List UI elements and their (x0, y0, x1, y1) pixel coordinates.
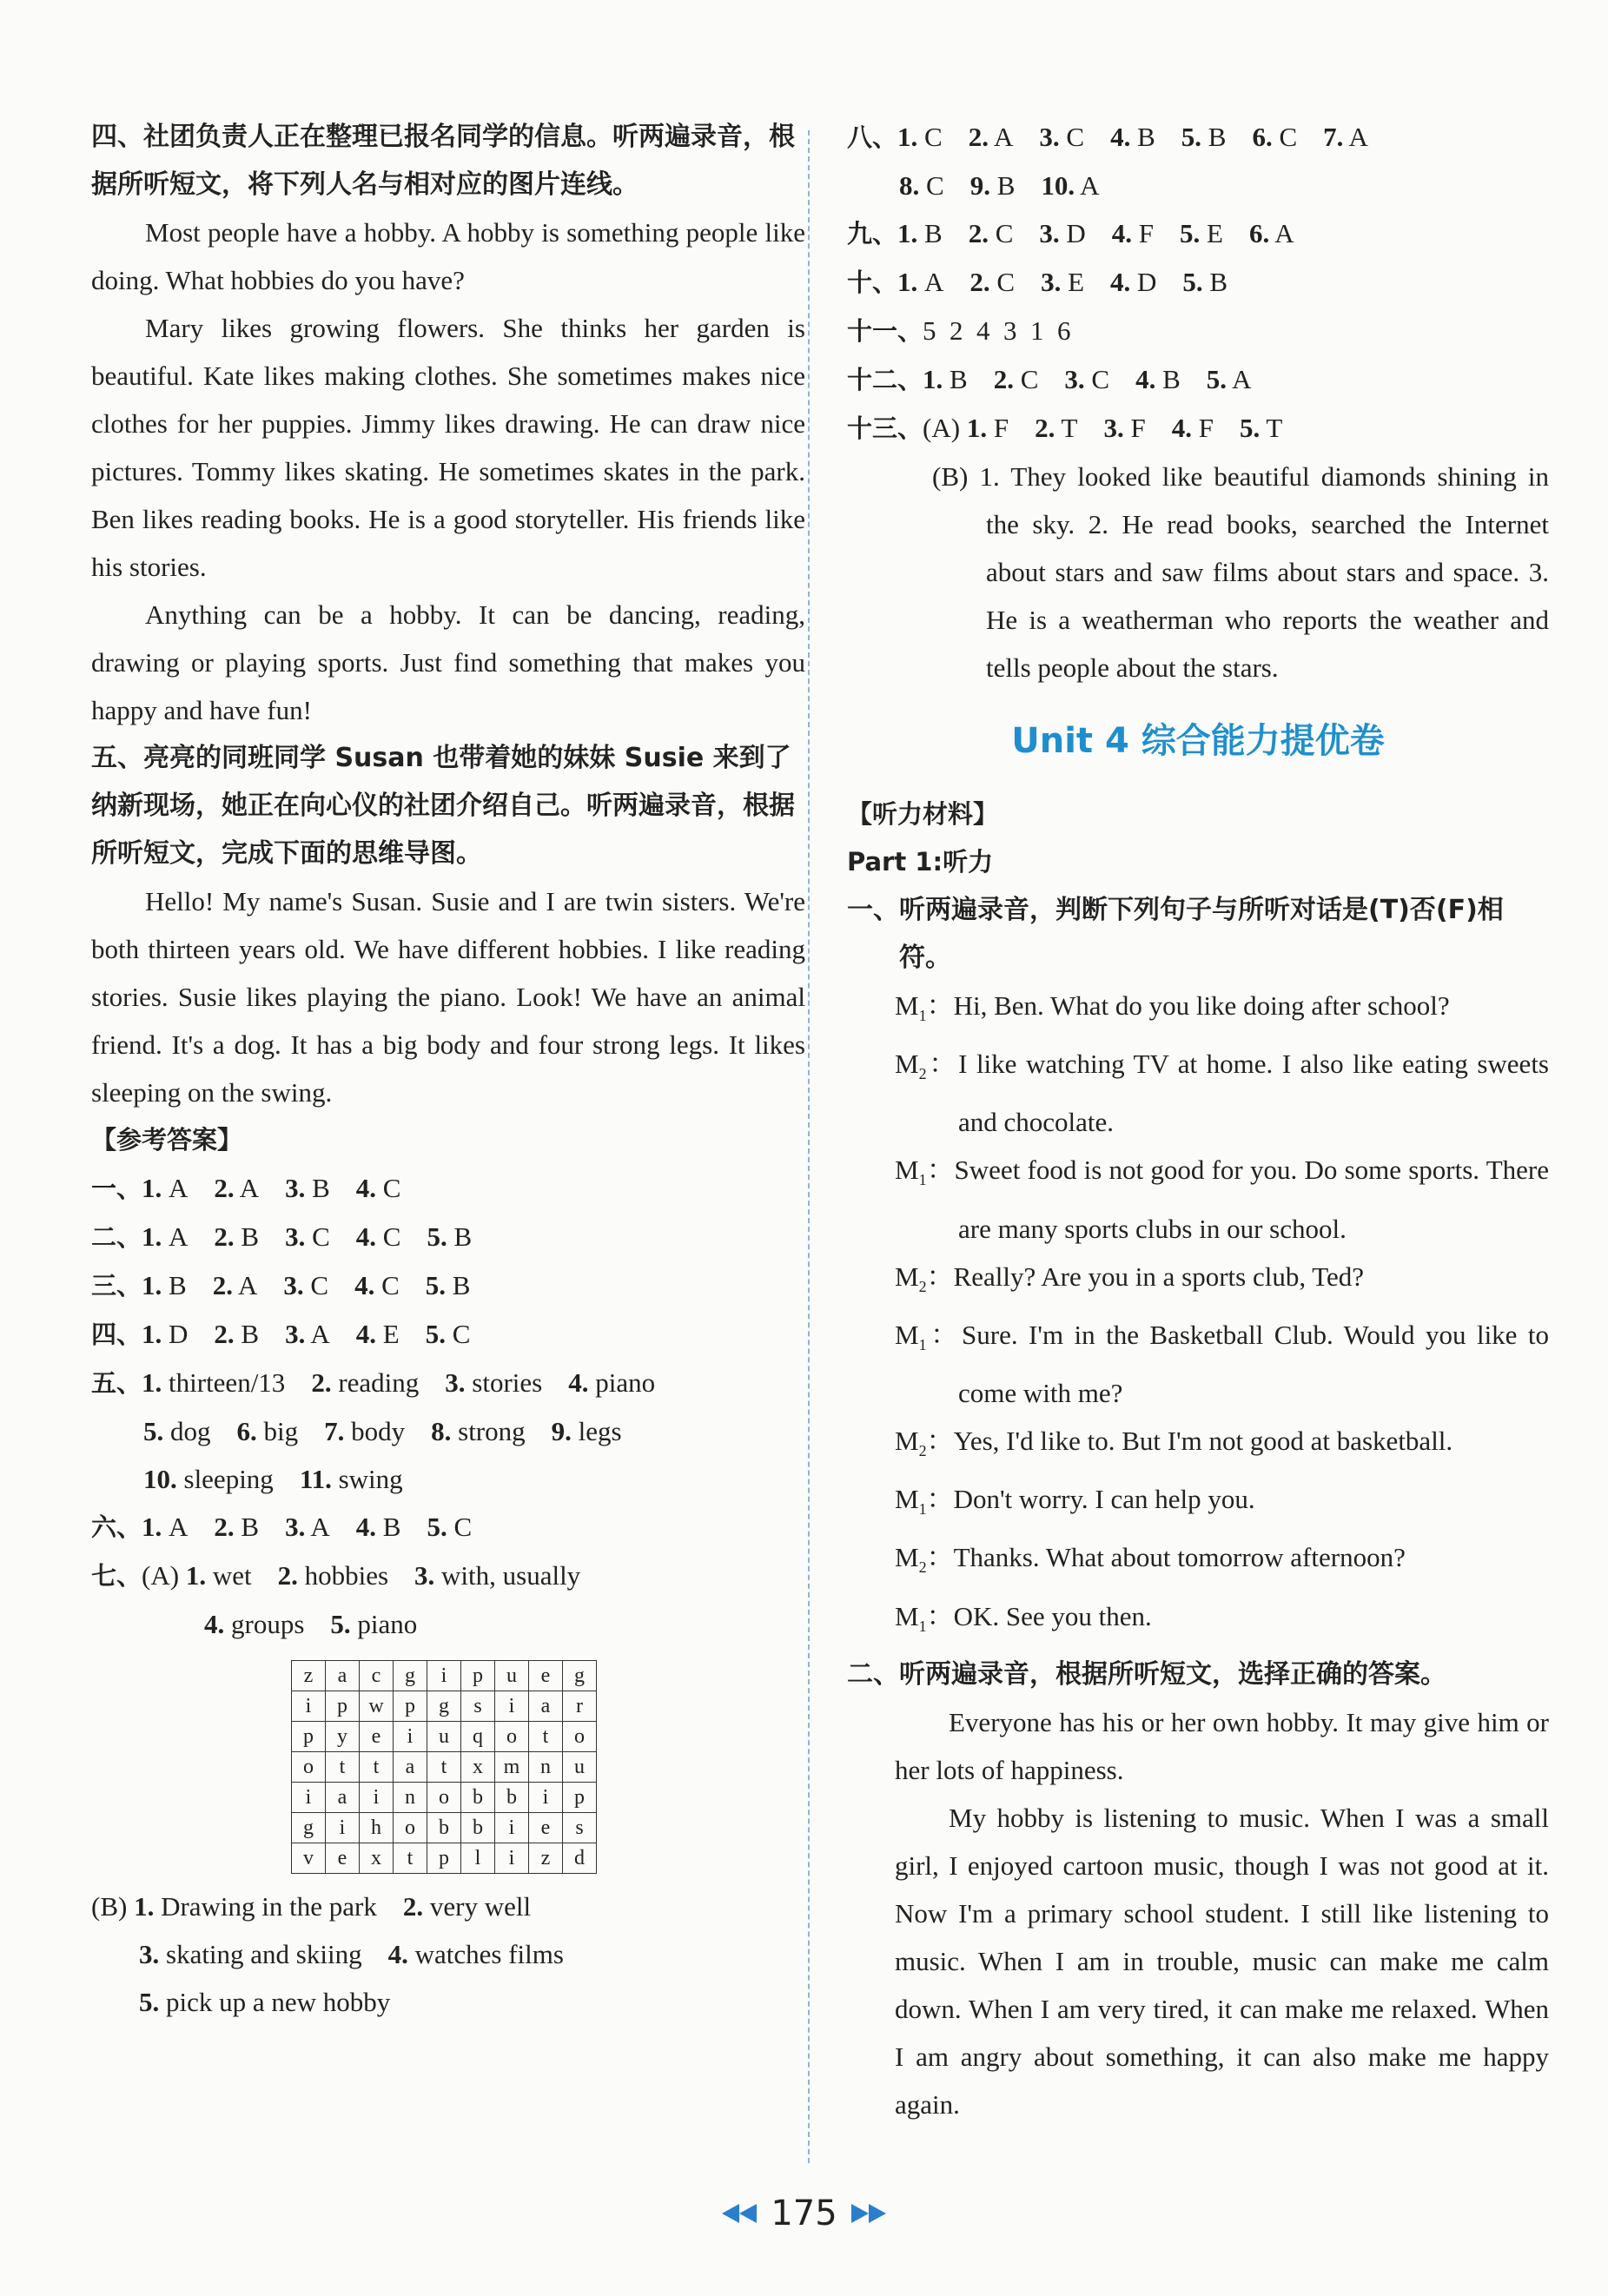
answer-row-13b: (B) 1. They looked like beautiful diamonds shining in the sky. 2. He read books, searched the Internet about stars and saw films about stars and space. 3. He is a weatherman who reports the weather and tells people about the stars. (932, 461, 1550, 683)
grid-cell: l (461, 1843, 495, 1874)
grid-row (292, 1783, 597, 1813)
grid-cell: t (326, 1752, 360, 1783)
grid-cell: w (360, 1691, 394, 1722)
grid-row (292, 1691, 597, 1722)
grid-cell: n (394, 1783, 427, 1813)
dialog-line: $M_2$：Yes, I'd like to. But I'm not good at basketball. (895, 1425, 1453, 1460)
answer-row-4: 四、1. D 2. B 3. A 4. E 5. C (91, 1319, 471, 1349)
grid-row (292, 1661, 597, 1691)
dialog (847, 982, 1549, 1651)
column-divider (808, 130, 810, 2163)
grid-cell: z (529, 1843, 563, 1874)
grid-cell: t (427, 1752, 461, 1783)
grid-cell: q (461, 1722, 495, 1752)
grid-cell: g (563, 1661, 597, 1691)
grid-cell: b (427, 1813, 461, 1843)
grid-cell: v (292, 1843, 326, 1874)
q4-paragraph-3: Anything can be a hobby. It can be dancing, reading, drawing or playing sports. Just find something that makes you happy and have fun! (91, 599, 805, 725)
q2-paragraph-1: Everyone has his or her own hobby. It may give him or her lots of happiness. (895, 1706, 1549, 1785)
grid-cell: i (360, 1783, 394, 1813)
grid-cell: i (495, 1813, 529, 1843)
grid-cell: x (360, 1843, 394, 1874)
grid-cell: i (394, 1722, 427, 1752)
dialog-line: $M_2$：Really? Are you in a sports club, Ted? (895, 1260, 1365, 1295)
grid-cell: o (495, 1722, 529, 1752)
grid-row (292, 1843, 597, 1874)
grid-cell: u (495, 1661, 529, 1691)
grid-cell: g (292, 1813, 326, 1843)
dialog-line: $M_1$：Sweet food is not good for you. Do some sports. There are many sports clubs in our school. (895, 1155, 1550, 1244)
grid-cell: p (563, 1783, 597, 1813)
grid-cell: p (326, 1691, 360, 1722)
word-search-grid (291, 1660, 597, 1874)
grid-cell: a (529, 1691, 563, 1722)
grid-cell: o (394, 1813, 427, 1843)
answer-row-10: 十、1. A 2. C 3. E 4. D 5. B (847, 267, 1228, 297)
grid-cell: h (360, 1813, 394, 1843)
answer-row-13a: 十三、(A) 1. F 2. T 3. F 4. F 5. T (847, 413, 1283, 443)
unit-title: Unit 4 综合能力提优卷 (1011, 721, 1385, 761)
grid-row (292, 1813, 597, 1843)
q4-title: 四、社团负责人正在整理已报名同学的信息。听两遍录音，根据所听短文，将下列人名与相对应的图片连线。 (91, 122, 795, 200)
grid-cell: u (563, 1752, 597, 1783)
grid-cell: x (461, 1752, 495, 1783)
answer-row-6: 六、1. A 2. B 3. A 4. B 5. C (91, 1512, 473, 1542)
grid-cell: o (563, 1722, 597, 1752)
grid-cell: s (563, 1813, 597, 1843)
answer-row-5-line-2: 5. dog 6. big 7. body 8. strong 9. legs (143, 1416, 622, 1446)
answer-row-1: 一、1. A 2. A 3. B 4. C (91, 1173, 401, 1203)
answers-heading: 【参考答案】 (91, 1125, 243, 1155)
q1-title: 一、听两遍录音，判断下列句子与所听对话是(T)否(F)相符。 (847, 895, 1504, 973)
answer-row-12: 十二、1. B 2. C 3. C 4. B 5. A (847, 364, 1252, 394)
dialog-line: $M_1$：Hi, Ben. What do you like doing after school? (895, 990, 1450, 1025)
grid-cell: i (495, 1691, 529, 1722)
q4-paragraph-1: Most people have a hobby. A hobby is something people like doing. What hobbies do you have? (91, 217, 805, 295)
grid-cell: m (495, 1752, 529, 1783)
grid-cell: i (495, 1843, 529, 1874)
grid-cell: p (292, 1722, 326, 1752)
prev-arrow-icon (722, 2204, 739, 2223)
next-arrow-icon (851, 2204, 869, 2223)
answer-row-7a-line-2: 4. groups 5. piano (204, 1609, 418, 1639)
listening-heading: 【听力材料】 (847, 799, 999, 829)
left-column (91, 113, 805, 2026)
q5-title: 五、亮亮的同班同学 Susan 也带着她的妹妹 Susie 来到了纳新现场，她正在向心仪的社团介绍自己。听两遍录音，根据所听短文，完成下面的思维导图。 (91, 743, 795, 869)
grid-cell: i (292, 1691, 326, 1722)
answer-row-2: 二、1. A 2. B 3. C 4. C 5. B (91, 1221, 473, 1252)
next-arrow-icon (869, 2204, 886, 2223)
answer-row-7b-line-3: 5. pick up a new hobby (139, 1987, 391, 2017)
answer-row-5-line-3: 10. sleeping 11. swing (143, 1464, 403, 1494)
grid-cell: a (326, 1783, 360, 1813)
page-number: 175 (771, 2193, 837, 2233)
grid-cell: t (394, 1843, 427, 1874)
grid-cell: b (461, 1783, 495, 1813)
grid-cell: c (360, 1661, 394, 1691)
grid-cell: r (563, 1691, 597, 1722)
grid-cell: p (427, 1843, 461, 1874)
q5-paragraph: Hello! My name's Susan. Susie and I are twin sisters. We're both thirteen years old. We have different hobbies. I like reading stories. Susie likes playing the piano. Look! We have an animal friend. It's a dog. It has a big body and four strong legs. It likes sleeping on the swing. (91, 886, 805, 1108)
answer-row-7b-line-2: 3. skating and skiing 4. watches films (139, 1939, 564, 1969)
answer-row-7a-line-1: 七、(A) 1. wet 2. hobbies 3. with, usually (91, 1560, 581, 1591)
grid-cell: g (427, 1691, 461, 1722)
grid-cell: i (292, 1783, 326, 1813)
grid-cell: t (529, 1722, 563, 1752)
answer-row-5-line-1: 五、1. thirteen/13 2. reading 3. stories 4. piano (91, 1367, 656, 1398)
grid-cell: e (326, 1843, 360, 1874)
page-footer (0, 2193, 1608, 2233)
prev-arrow-icon (739, 2204, 757, 2223)
grid-cell: n (529, 1752, 563, 1783)
grid-cell: o (292, 1752, 326, 1783)
grid-cell: a (394, 1752, 427, 1783)
q2-paragraph-2: My hobby is listening to music. When I was a small girl, I enjoyed cartoon music, though I was not good at it. Now I'm a primary school student. I still like listening to music. When I am in trouble, music can make me calm down. When I am very tired, it can make me relaxed. When I am angry about something, it can also make me happy again. (895, 1802, 1549, 2120)
grid-cell: o (427, 1783, 461, 1813)
grid-cell: e (529, 1813, 563, 1843)
grid-cell: i (326, 1813, 360, 1843)
answer-row-11: 十一、5 2 4 3 1 6 (847, 315, 1071, 346)
grid-cell: d (563, 1843, 597, 1874)
answer-row-7b-line-1: (B) 1. Drawing in the park 2. very well (91, 1891, 532, 1922)
grid-cell: y (326, 1722, 360, 1752)
answer-row-3: 三、1. B 2. A 3. C 4. C 5. B (91, 1270, 471, 1300)
grid-cell: e (360, 1722, 394, 1752)
dialog-line: $M_1$：OK. See you then. (895, 1600, 1152, 1635)
answer-row-8: 八、1. C 2. A 3. C 4. B 5. B 6. C 7. A (847, 122, 1368, 152)
dialog-line: $M_1$：Sure. I'm in the Basketball Club. Would you like to come with me? (895, 1319, 1550, 1408)
grid-row (292, 1722, 597, 1752)
answer-row-8-line-2: 8. C 9. B 10. A (899, 170, 1100, 201)
dialog-line: $M_2$：I like watching TV at home. I also like eating sweets and chocolate. (895, 1049, 1549, 1138)
grid-cell: e (529, 1661, 563, 1691)
dialog-line: $M_2$：Thanks. What about tomorrow afternoon? (895, 1542, 1406, 1577)
grid-cell: t (360, 1752, 394, 1783)
grid-cell: s (461, 1691, 495, 1722)
grid-cell: p (394, 1691, 427, 1722)
grid-cell: a (326, 1661, 360, 1691)
grid-cell: i (529, 1783, 563, 1813)
part1-heading: Part 1:听力 (847, 847, 994, 877)
answer-row-9: 九、1. B 2. C 3. D 4. F 5. E 6. A (847, 218, 1294, 248)
grid-cell: g (394, 1661, 427, 1691)
grid-cell: b (495, 1783, 529, 1813)
grid-cell: u (427, 1722, 461, 1752)
dialog-line: $M_1$：Don't worry. I can help you. (895, 1484, 1255, 1519)
grid-cell: z (292, 1661, 326, 1691)
right-column (847, 113, 1549, 2128)
grid-cell: i (427, 1661, 461, 1691)
q2-title: 二、听两遍录音，根据所听短文，选择正确的答案。 (847, 1658, 1446, 1690)
grid-cell: b (461, 1813, 495, 1843)
grid-row (292, 1752, 597, 1783)
q4-paragraph-2: Mary likes growing flowers. She thinks her garden is beautiful. Kate likes making clothes. She sometimes makes nice clothes for her puppies. Jimmy likes drawing. He can draw nice pictures. Tommy likes skating. He sometimes skates in the park. Ben likes reading books. He is a good storyteller. His friends like his stories. (91, 313, 805, 582)
grid-cell: p (461, 1661, 495, 1691)
